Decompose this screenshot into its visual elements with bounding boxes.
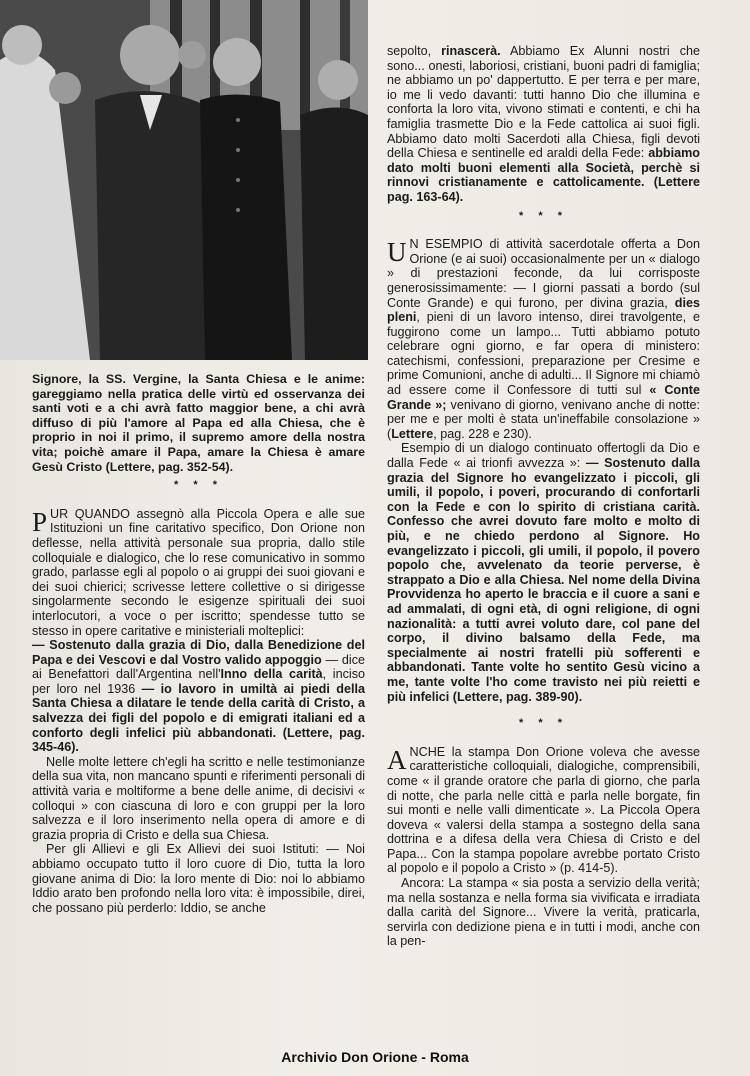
drop-cap: U [387,237,407,268]
paragraph: — Sostenuto dalla grazia di Dio, dalla Benedizione del Papa e dei Vescovi e dal Vostro valido appoggio — dice ai Benefattori dall'Argentina nell'Inno della carità, inciso per loro nel 1936 — io lavoro in umiltà ai piedi della Santa Chiesa a dilatare le tende della carità di Cristo, a salvezza dei figli del popolo e di emigrati italiani ed a conforto degli infelici più abbandonati. (Lettere, pag. 345-46). [32,638,365,755]
section-separator: * * * [519,717,568,730]
section-separator: * * * [519,209,568,222]
paragraph: Ancora: La stampa « sia posta a servizio della verità; ma nella sostanza e nella forma sia vivificata e irradiata dalla carità del Signore... Vivere la verità, praticarla, servirla con dedizione piena e in tutti i modi, anche con la pen- [387,876,700,949]
paragraph: Per gli Allievi e gli Ex Allievi dei suoi Istituti: — Noi abbiamo occupato tutto il loro cuore di Dio, tutta la loro giovane anima di Dio: la loro mente di Dio: noi lo abbiamo Iddio arato ben profondo nella loro vita: è impossibile, direi, che possano più perderlo: Iddio, se anche [32,842,365,915]
paragraph: Nelle molte lettere ch'egli ha scritto e nelle testimonianze della sua vita, non mancano spunti e riferimenti personali di attività varia e moltiforme a bene delle anime, di decisivi « colloqui » con ciascuna di loro e con gruppi per la loro salvezza e il loro inserimento nella opera di amore e di grazia propria di Cristo e della sua Chiesa. [32,754,365,842]
left-column [32,372,365,915]
section-separator: * * * [174,479,223,492]
paragraph: Esempio di un dialogo continuato offertogli da Dio e dalla Fede « ai trionfi avvezza »: — Sostenuto dalla grazia del Signore ho evangelizzato i piccoli, gli umili, il popolo, i poveri, procurando di confortarli con la Fede e con lo spirito di cristiana carità. Confesso che avrei dovuto fare molto e molto di più, e ne chiedo perdono al Signore. Ho evangelizzato i piccoli, gli umili, il popolo, il povero popolo che, avvelenato da teorie perverse, è strappato a Dio e alla Chiesa. Nel nome della Divina Provvidenza ho aperto le braccia e il cuore a sani e ad ammalati, di ogni età, di ogni religione, di ogni nazionalità: a tutti avrei voluto dare, col pane del corpo, il divino balsamo della Fede, ma specialmente ai nostri fratelli più sofferenti e abbandonati. Tante volte ho sentito Gesù vicino a me, tante volte l'ho come travisto nei più reietti e più infelici (Lettere, pag. 389-90). [387,441,700,704]
drop-cap: P [32,506,48,537]
paragraph: PUR QUANDO assegnò alla Piccola Opera e alle sue Istituzioni un fine caritativo specifico, Don Orione non deflesse, nella attività personale sua propria, dallo stile colloquiale e dialogico, che lo rese comunicativo in sommo grado, parlasse egli al popolo o ai gruppi dei suoi giovani e dei suoi chierici; scrivesse lettere collettive o si dirigesse singolarmente secondo le esigenze spirituali dei suoi interlocutori, a voce o per iscritto; spendesse tutto se stesso in opere caritative e ministeriali molteplici: [32,506,365,638]
photo-caption: Signore, la SS. Vergine, la Santa Chiesa e le anime: gareggiamo nella pratica delle virtù ed osservanza dei santi voti e a chi avrà fatto maggior bene, a chi avrà diffuso di più l'amore al Papa ed alla Chiesa, che è proprio in noi il primo, il supremo amore della nostra vita; poichè amare il Papa, amare la Chiesa è amare Gesù Cristo (Lettere, pag. 352-54). [32,372,365,474]
group-photo [0,0,368,360]
photo-icon [0,0,368,360]
right-column [387,44,700,949]
paragraph: ANCHE la stampa Don Orione voleva che avesse caratteristiche colloquiali, dialogiche, comprensibili, come « il grande oratore che parla di giorno, che parla di notte, che parla nelle città e parla nelle borgate, fin sui monti e nelle valli dimenticate ». La Piccola Opera doveva « valersi della stampa a sostegno della sana dottrina e a difesa della vera Chiesa di Cristo e del Papa... Con la stampa popolare avrebbe portato Cristo al popolo e il popolo a Cristo » (p. 414-5). [387,744,700,876]
archive-footer: Archivio Don Orione - Roma [281,1049,469,1065]
drop-cap: A [387,744,407,775]
paragraph: U N ESEMPIO di attività sacerdotale offerta a Don Orione (e ai suoi) occasionalmente per un « dialogo » di prestazioni feconde, da lui corrisposte generosissimamente: — I giorni passati a bordo (sul Conte Grande) e qui furono, per divina grazia, dies pleni, pieni di un lavoro intenso, direi travolgente, e fuggirono come un lampo... Tutti abbiamo potuto celebrare ogni giorno, e far opera di ministero: catechismi, confessioni, preparazione per Cresime e prime Comunioni, anche di adulti... Il Signore mi chiamò ad essere come il Confessore di tutti sul « Conte Grande »; venivano di giorno, venivano anche di notte: per me e per molti è stata un'ineffabile consolazione » (Lettere, pag. 228 e 230). [387,237,701,441]
paragraph: sepolto, rinascerà. Abbiamo Ex Alunni nostri che sono... onesti, laboriosi, cristiani, buoni padri di famiglia; ne abbiamo un po' dappertutto. E per terra e per mare, io me li vedo davanti: tutti hanno Dio che illumina e conforta la loro vita, vivono stimati e contenti, e chi ha famiglia trasmette Dio e la Fede cattolica ai suoi figli. Abbiamo dato molti Sacerdoti alla Chiesa, figli devoti della Chiesa e sentinelle ed araldi della Fede: abbiamo dato molti buoni elementi alla Società, perchè si rinnovi cristianamente e cattolicamente. (Lettere pag. 163-64). [387,44,700,204]
